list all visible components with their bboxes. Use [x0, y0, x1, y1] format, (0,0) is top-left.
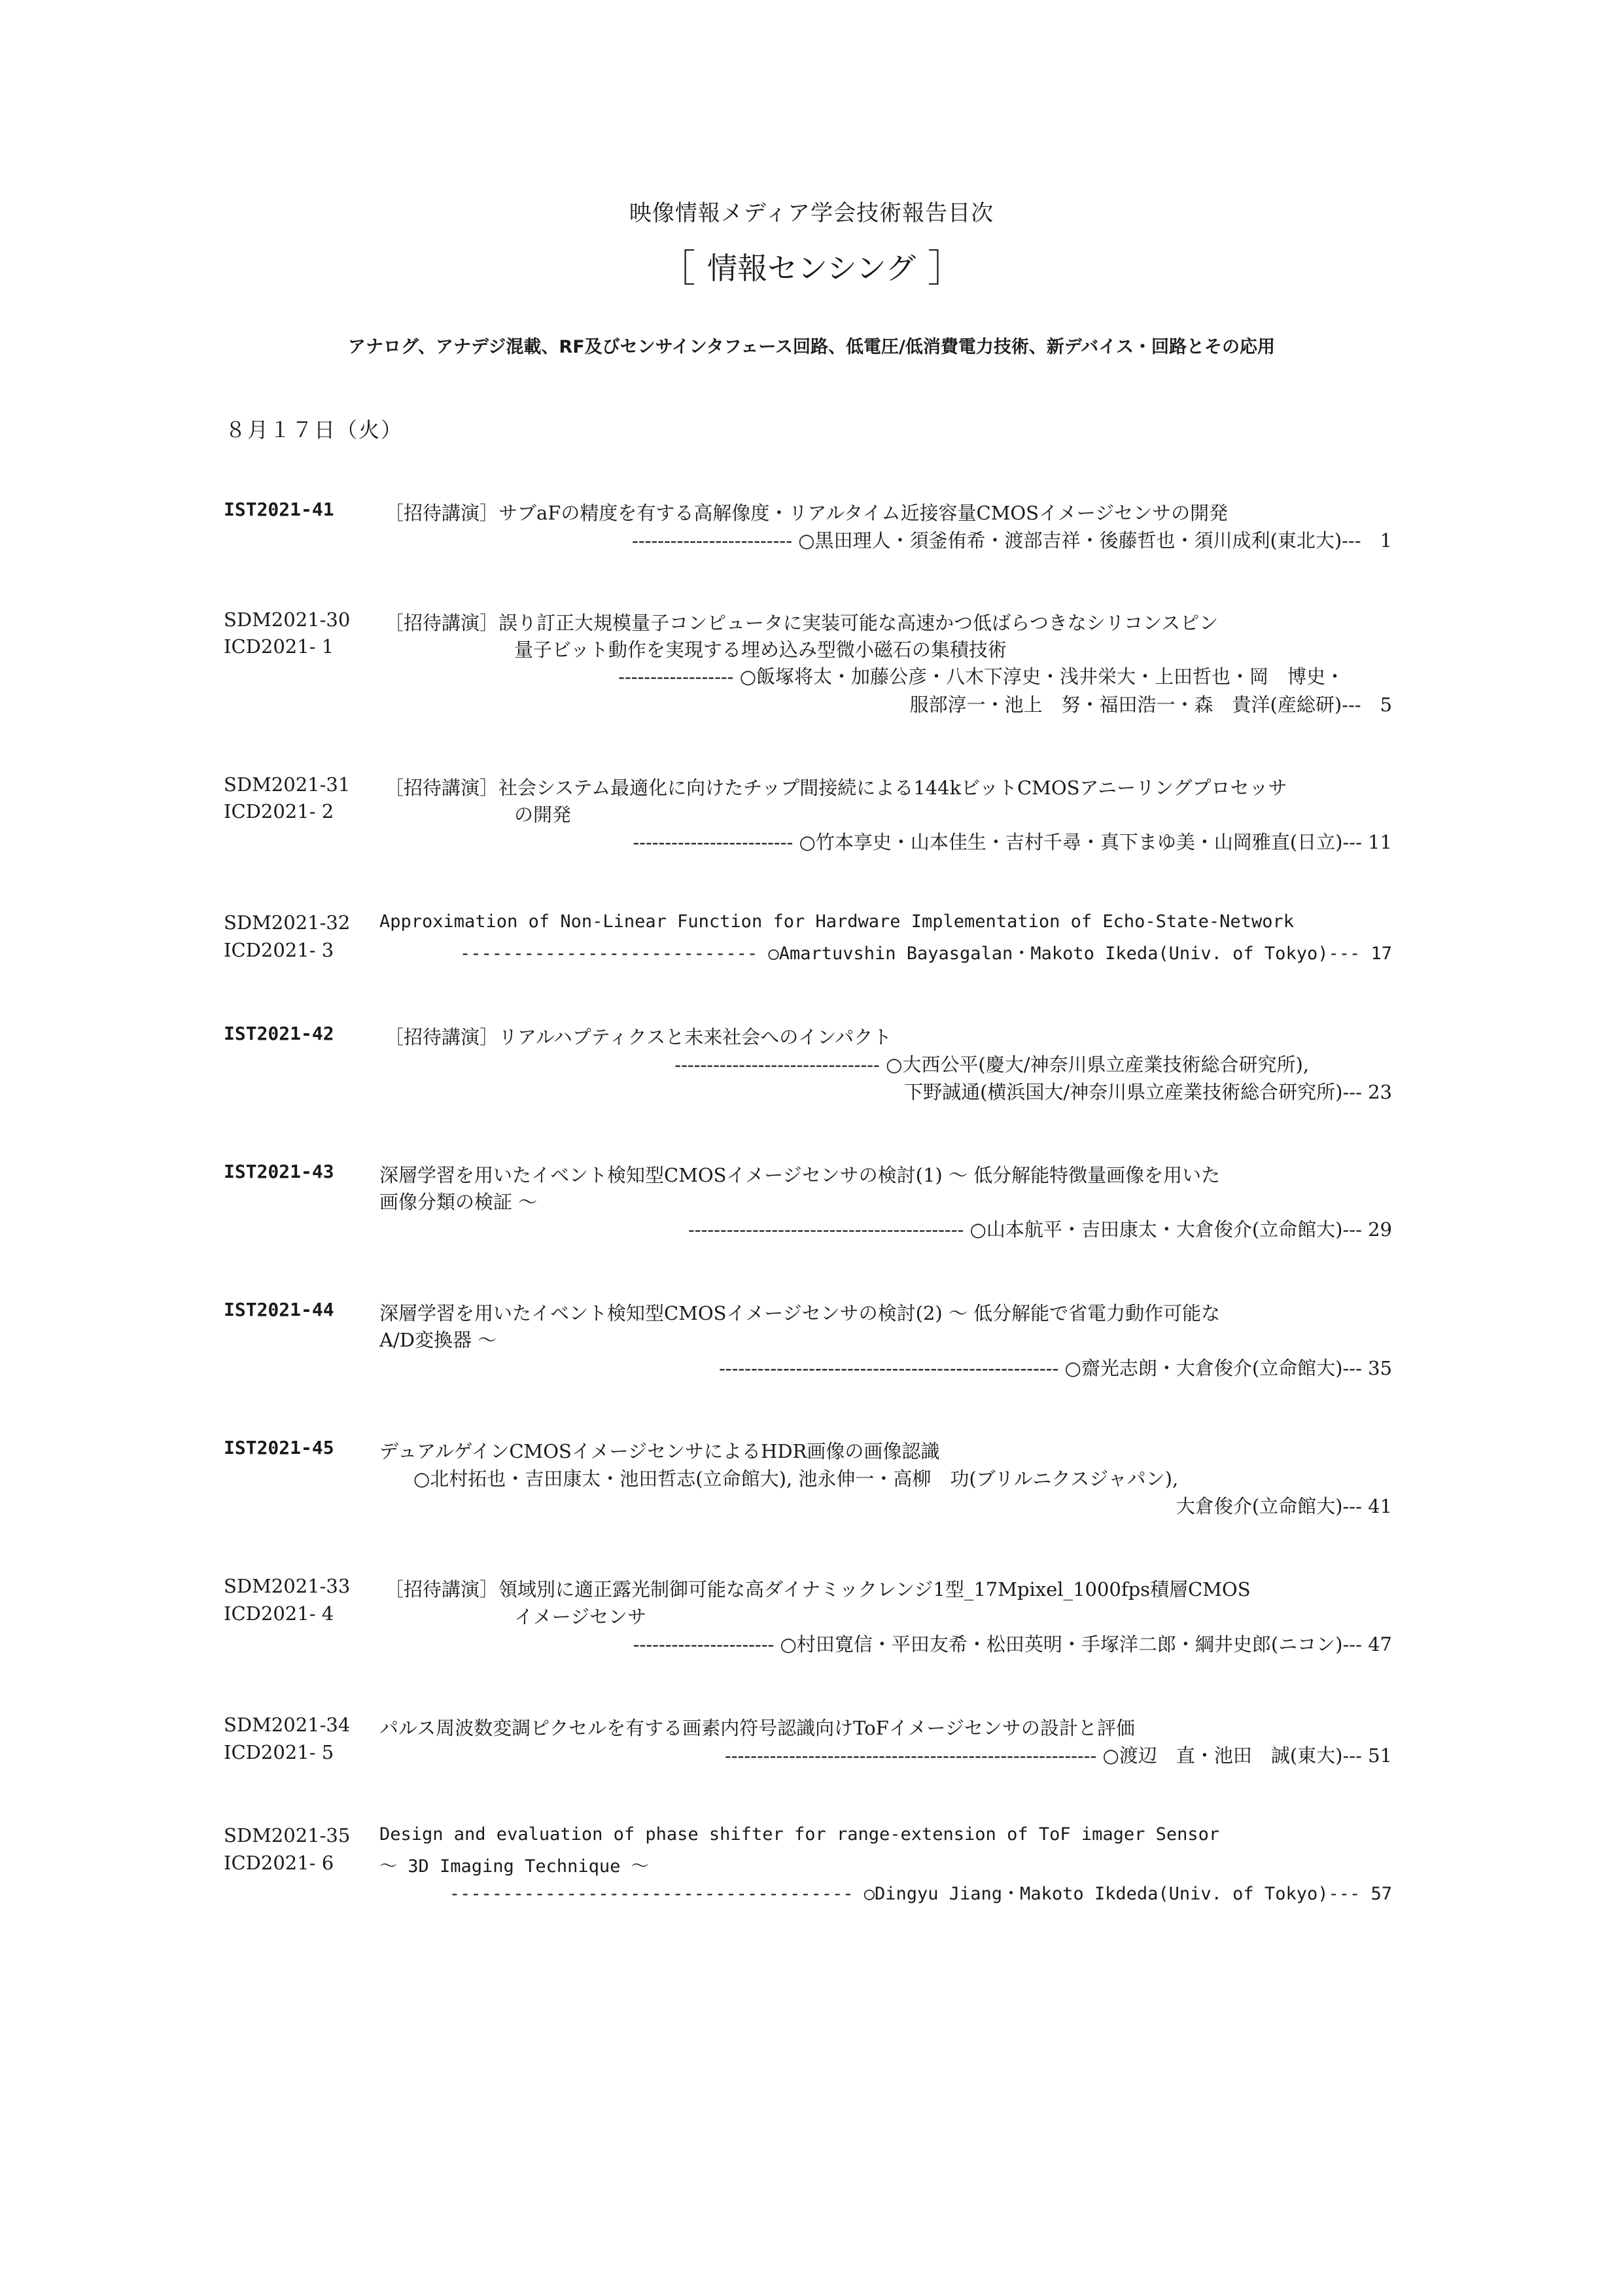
entry-code: IST2021-42 — [224, 1023, 334, 1044]
sensing-title — [0, 238, 1623, 292]
entry-authors: ---------------------------- ○Amartuvshin Bayasgalan・Makoto Ikeda(Univ. of Tokyo)--- 17 — [460, 944, 1392, 964]
entry-code: SDM2021-30 — [224, 609, 351, 631]
entry-authors: 服部淳一・池上 努・福田浩一・森 貴洋(産総研)--- 5 — [909, 694, 1392, 716]
entry-code: SDM2021-35 — [224, 1824, 351, 1846]
entry-code: SDM2021-31 — [224, 773, 351, 796]
entry-title: イメージセンサ — [514, 1606, 647, 1628]
entry-code: ICD2021- 5 — [224, 1741, 334, 1763]
entry-code: SDM2021-33 — [224, 1575, 351, 1597]
entry-code: ICD2021- 4 — [224, 1602, 334, 1625]
entry-title: 深層学習を用いたイベント検知型CMOSイメージセンサの検討(2) ～ 低分解能で省電力動作可能な — [379, 1302, 1221, 1324]
entry-authors: 大倉俊介(立命館大)--- 41 — [1176, 1495, 1392, 1517]
entry-authors: ----------------------------------------------------- ○齋光志朗・大倉俊介(立命館大)--- 35 — [718, 1357, 1392, 1379]
entry-title: ［招待講演］リアルハプティクスと未来社会へのインパクト — [385, 1026, 892, 1048]
entry-title: ～ 3D Imaging Technique ～ — [379, 1856, 649, 1877]
subtitle-text: 情報センシング — [707, 251, 916, 286]
entry-authors: ------------------ ○飯塚将太・加藤公彦・八木下淳史・浅井栄大・上田哲也・岡 博史・ — [618, 665, 1344, 688]
entry-code: ICD2021- 2 — [224, 800, 334, 822]
bracket-close: ］ — [927, 246, 966, 291]
report-title: 映像情報メディア学会技術報告目次 — [629, 200, 994, 226]
entry-code: IST2021-43 — [224, 1161, 334, 1182]
entry-title: 画像分類の検証 ～ — [379, 1191, 538, 1213]
entry-title: Design and evaluation of phase shifter for range-extension of ToF imager Sensor — [379, 1824, 1220, 1845]
entry-title: デュアルゲインCMOSイメージセンサによるHDR画像の画像認識 — [379, 1440, 940, 1462]
entry-authors: 下野誠通(横浜国大/神奈川県立産業技術総合研究所)--- 23 — [904, 1081, 1392, 1103]
entry-title: A/D変換器 ～ — [379, 1329, 497, 1351]
entry-code: SDM2021-32 — [224, 911, 351, 934]
topics-line: アナログ、アナデジ混載、RF及びセンサインタフェース回路、低電圧/低消費電力技術、新デバイス・回路とその応用 — [348, 337, 1275, 357]
entry-title: 深層学習を用いたイベント検知型CMOSイメージセンサの検討(1) ～ 低分解能特徴量画像を用いた — [379, 1164, 1221, 1186]
entry-title: ［招待講演］誤り訂正大規模量子コンピュータに実装可能な高速かつ低ばらつきなシリコンスピン — [385, 612, 1219, 634]
entry-code: IST2021-41 — [224, 499, 334, 520]
entry-title: ［招待講演］社会システム最適化に向けたチップ間接続による144kビットCMOSアニーリングプロセッサ — [385, 777, 1287, 799]
entry-authors: ---------------------- ○村田寛信・平田友希・松田英明・手塚洋二郎・綱井史郎(ニコン)--- 47 — [633, 1633, 1392, 1655]
entry-code: ICD2021- 1 — [224, 635, 334, 658]
entry-authors: ------------------------- ○黒田理人・須釜侑希・渡部吉祥・後藤哲也・須川成利(東北大)--- 1 — [632, 529, 1392, 552]
entry-authors: -------------------------------- ○大西公平(慶大/神奈川県立産業技術総合研究所), — [674, 1053, 1309, 1076]
entry-code: IST2021-45 — [224, 1437, 334, 1458]
entry-code: SDM2021-34 — [224, 1714, 351, 1736]
session-date: ８月１７日（火） — [225, 417, 404, 442]
entry-title: 量子ビット動作を実現する埋め込み型微小磁石の集積技術 — [514, 639, 1007, 661]
entry-authors: ○北村拓也・吉田康太・池田哲志(立命館大), 池永伸一・高柳 功(ブリルニクスジャパン), — [413, 1468, 1179, 1490]
entry-title: Approximation of Non-Linear Function for Hardware Implementation of Echo-State-Network — [379, 911, 1294, 932]
entry-title: ［招待講演］領域別に適正露光制御可能な高ダイナミックレンジ1型_17Mpixel_1000fps積層CMOS — [385, 1578, 1251, 1600]
entry-code: ICD2021- 6 — [224, 1852, 334, 1874]
entry-title: パルス周波数変調ピクセルを有する画素内符号認識向けToFイメージセンサの設計と評価 — [379, 1717, 1135, 1739]
entry-title: の開発 — [514, 804, 572, 826]
entry-code: IST2021-44 — [224, 1299, 334, 1320]
entry-authors: ------------------------------------------- ○山本航平・吉田康太・大倉俊介(立命館大)--- 29 — [688, 1218, 1392, 1241]
entry-authors: ------------------------- ○竹本享史・山本佳生・吉村千尋・真下まゆ美・山岡雅直(日立)--- 11 — [633, 831, 1392, 853]
bracket-open: ［ — [657, 246, 696, 291]
entry-authors: -------------------------------------- ○Dingyu Jiang・Makoto Ikdeda(Univ. of Tokyo)--- 57 — [449, 1884, 1392, 1904]
entry-title: ［招待講演］サブaFの精度を有する高解像度・リアルタイム近接容量CMOSイメージセンサの開発 — [385, 502, 1229, 524]
entry-authors: ---------------------------------------------------------- ○渡辺 直・池田 誠(東大)--- 51 — [725, 1744, 1392, 1767]
entry-code: ICD2021- 3 — [224, 939, 334, 961]
